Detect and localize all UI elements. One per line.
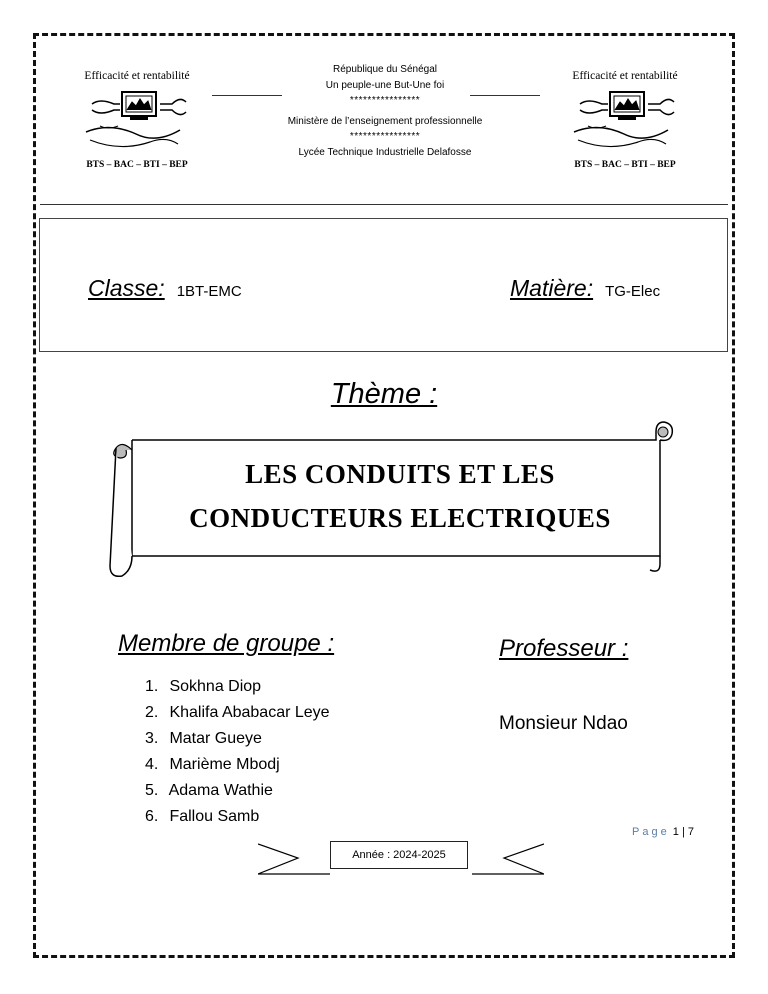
school-logo-right	[560, 70, 690, 180]
members-list	[145, 674, 330, 830]
list-item: 6. Fallou Samb	[145, 808, 260, 825]
list-item: 5. Adama Wathie	[145, 782, 273, 799]
header-center-text	[250, 62, 520, 160]
page-current: 1	[672, 826, 679, 838]
members-title: Membre de groupe :	[118, 630, 335, 657]
class-field	[88, 275, 242, 302]
wrench-computer-icon	[568, 86, 682, 158]
theme-line-1: LES CONDUITS ET LES	[245, 459, 555, 489]
members-heading	[118, 630, 334, 658]
logo-caption-top: Efficacité et rentabilité	[84, 70, 190, 82]
logo-caption-bottom: BTS – BAC – BTI – BEP	[574, 160, 676, 170]
ministry-text: Ministère de l’enseignement professionnelle	[287, 115, 483, 127]
wrench-computer-icon	[80, 86, 194, 158]
page-label: Page	[632, 826, 670, 838]
stars-separator-2: ****************	[349, 131, 421, 142]
theme-heading	[0, 378, 768, 411]
stars-separator-1: ****************	[349, 95, 421, 106]
class-value: 1BT-EMC	[176, 283, 242, 300]
subject-label: Matière:	[510, 275, 594, 301]
motto-text: Un peuple-une But-Une foi	[325, 79, 445, 91]
theme-line-2: CONDUCTEURS ELECTRIQUES	[189, 503, 611, 533]
class-info-box	[39, 218, 728, 352]
school-text: Lycée Technique Industrielle Delafosse	[298, 146, 472, 158]
republic-text: République du Sénégal	[333, 64, 437, 75]
list-item: 3. Matar Gueye	[145, 730, 262, 747]
header	[40, 58, 728, 208]
theme-title-text	[130, 452, 670, 540]
page-separator: |	[681, 826, 685, 838]
professor-name: Monsieur Ndao	[499, 713, 628, 734]
theme-label: Thème :	[330, 378, 438, 410]
logo-caption-top: Efficacité et rentabilité	[572, 70, 678, 82]
header-rule	[40, 204, 728, 205]
professor-title: Professeur :	[499, 635, 629, 662]
list-item: 2. Khalifa Ababacar Leye	[145, 704, 330, 721]
class-label: Classe:	[88, 275, 165, 301]
professor-heading	[499, 635, 628, 663]
year-label: Année : 2024-2025	[330, 841, 468, 869]
list-item: 4. Marième Mbodj	[145, 756, 280, 773]
logo-caption-bottom: BTS – BAC – BTI – BEP	[86, 160, 188, 170]
subject-field	[510, 275, 660, 302]
page-total: 7	[687, 826, 694, 838]
school-logo-left	[72, 70, 202, 180]
page-number	[632, 826, 694, 838]
subject-value: TG-Elec	[605, 283, 661, 300]
list-item: 1. Sokhna Diop	[145, 678, 262, 695]
